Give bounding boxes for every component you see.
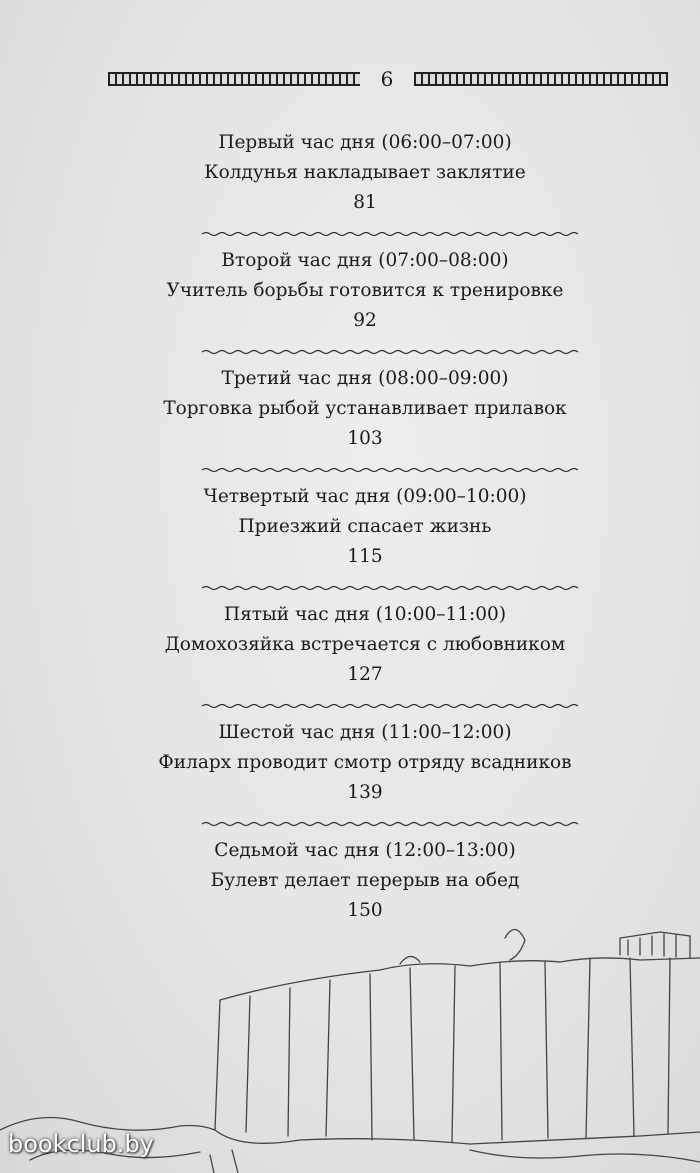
wavy-divider bbox=[202, 821, 580, 827]
greek-key-ornament-right bbox=[414, 72, 668, 86]
entry-time: Седьмой час дня (12:00–13:00) bbox=[214, 840, 516, 861]
toc-entry[interactable] bbox=[150, 718, 580, 836]
wavy-divider bbox=[202, 703, 580, 709]
entry-page: 139 bbox=[347, 782, 383, 803]
entry-time: Четвертый час дня (09:00–10:00) bbox=[203, 486, 527, 507]
entry-page: 103 bbox=[347, 428, 383, 449]
toc-entry[interactable] bbox=[150, 128, 580, 246]
wavy-divider bbox=[202, 467, 580, 473]
toc-entry[interactable] bbox=[150, 482, 580, 600]
table-of-contents bbox=[150, 128, 580, 954]
wavy-divider bbox=[202, 585, 580, 591]
entry-title: Учитель борьбы готовится к тренировке bbox=[166, 280, 564, 301]
toc-entry[interactable] bbox=[150, 600, 580, 718]
entry-title: Филарх проводит смотр отряду всадников bbox=[158, 752, 572, 773]
entry-title: Колдунья накладывает заклятие bbox=[204, 162, 526, 183]
entry-title: Булевт делает перерыв на обед bbox=[210, 870, 520, 891]
entry-time: Пятый час дня (10:00–11:00) bbox=[223, 604, 507, 625]
wavy-divider bbox=[202, 231, 580, 237]
greek-key-ornament-left bbox=[108, 72, 360, 86]
entry-page: 92 bbox=[353, 310, 377, 331]
entry-page: 115 bbox=[347, 546, 383, 567]
page-number: 6 bbox=[380, 67, 394, 91]
entry-title: Домохозяйка встречается с любовником bbox=[164, 634, 566, 655]
entry-time: Третий час дня (08:00–09:00) bbox=[221, 368, 509, 389]
entry-title: Торговка рыбой устанавливает прилавок bbox=[163, 398, 567, 419]
entry-page: 150 bbox=[347, 900, 383, 921]
toc-entry[interactable] bbox=[150, 364, 580, 482]
entry-time: Второй час дня (07:00–08:00) bbox=[221, 250, 509, 271]
entry-page: 127 bbox=[347, 664, 383, 685]
page-header bbox=[108, 66, 668, 92]
wavy-divider bbox=[202, 349, 580, 355]
entry-page: 81 bbox=[353, 192, 377, 213]
entry-time: Шестой час дня (11:00–12:00) bbox=[218, 722, 512, 743]
entry-title: Приезжий спасает жизнь bbox=[238, 516, 492, 537]
toc-entry[interactable] bbox=[150, 246, 580, 364]
watermark: bookclub.by bbox=[8, 1130, 154, 1158]
entry-time: Первый час дня (06:00–07:00) bbox=[218, 132, 512, 153]
